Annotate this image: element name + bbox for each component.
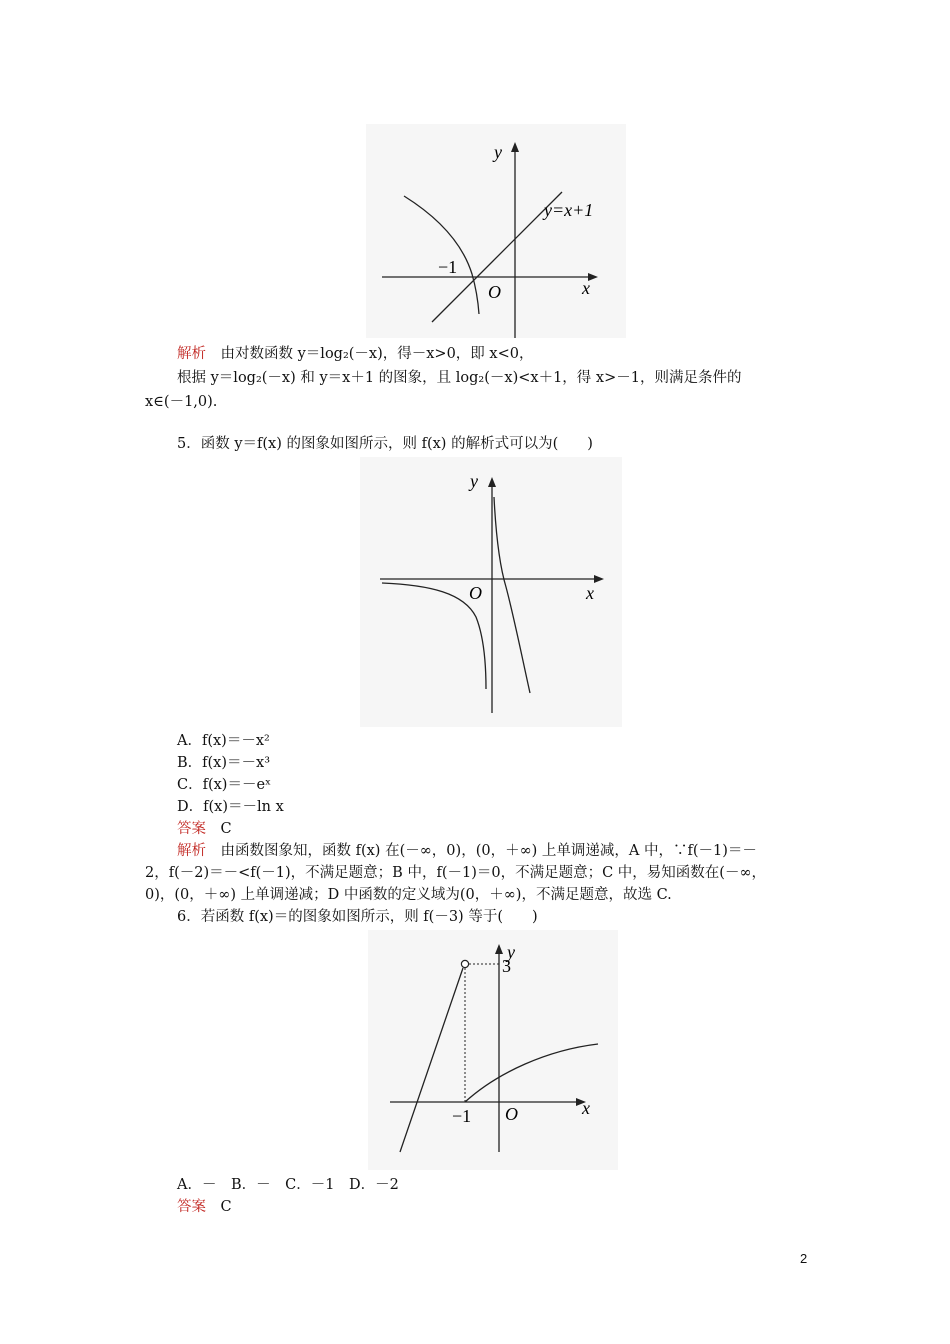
figure-log-and-line: [366, 124, 626, 338]
q5-option-b[interactable]: B．f(x)＝－x³: [177, 755, 271, 771]
q5-answer: [177, 819, 232, 839]
fig1-line-label: y=x+1: [544, 200, 594, 220]
fig1-x-label: x: [582, 278, 590, 298]
fig3-origin-label: O: [505, 1104, 518, 1124]
q4-explanation-tag: 解析: [177, 346, 206, 362]
q5-explanation-text1: 由函数图象知，函数 f(x) 在(－∞，0)，(0，＋∞) 上单调递减，A 中，∵f(－1)＝－: [220, 843, 757, 859]
fig3-y-label: y: [507, 942, 515, 962]
q5-answer-tag: 答案: [177, 821, 206, 837]
q5-option-d[interactable]: D．f(x)＝－ln x: [177, 799, 284, 815]
fig1-neg1-label: −1: [438, 257, 458, 277]
q4-explanation-text1: 由对数函数 y＝log₂(－x)，得－x>0，即 x<0，: [220, 346, 534, 362]
q6-options[interactable]: A．－ B．－ C．－1 D．－2: [177, 1177, 399, 1193]
q5-option-c[interactable]: C．f(x)＝－eˣ: [177, 777, 272, 793]
q4-explanation-line2: 根据 y＝log₂(－x) 和 y＝x＋1 的图象，且 log₂(－x)<x＋1，得 x>－1，则满足条件的: [177, 370, 742, 386]
fig2-y-label: y: [470, 471, 478, 491]
open-point-marker: [461, 960, 468, 967]
page-number: 2: [800, 1251, 808, 1266]
fig1-y-label: y: [494, 142, 502, 162]
q4-explanation-line1: [177, 344, 533, 364]
q5-explanation-line2: 2，f(－2)＝－<f(－1)，不满足题意；B 中，f(－1)＝0，不满足题意；C 中，易知函数在(－∞，: [145, 865, 767, 881]
fig3-x-label: x: [582, 1098, 590, 1118]
fig2-x-label: x: [586, 583, 594, 603]
q5-explanation-tag: 解析: [177, 843, 206, 859]
figure-q6-graph: [368, 930, 618, 1170]
q6-answer: [177, 1197, 232, 1217]
q5-stem: 5．函数 y＝f(x) 的图象如图所示，则 f(x) 的解析式可以为( ): [177, 436, 593, 452]
fig3-neg1-label: −1: [452, 1106, 472, 1126]
q6-answer-value: C: [220, 1199, 232, 1215]
q5-option-a[interactable]: A．f(x)＝－x²: [177, 733, 270, 749]
q5-explanation-line3: 0)，(0，＋∞) 上单调递减；D 中函数的定义域为(0，＋∞)，不满足题意，故选 C.: [145, 887, 672, 903]
q6-stem: 6．若函数 f(x)＝的图象如图所示，则 f(－3) 等于( ): [177, 909, 538, 925]
q6-answer-tag: 答案: [177, 1199, 206, 1215]
q5-answer-value: C: [220, 821, 232, 837]
figure-q5-graph: [360, 457, 622, 727]
fig2-origin-label: O: [469, 583, 482, 603]
q4-explanation-line3: x∈(－1,0).: [145, 394, 218, 410]
q5-explanation-line1: [177, 841, 757, 861]
fig1-origin-label: O: [488, 282, 501, 302]
fig3-three-label: 3: [502, 956, 511, 976]
